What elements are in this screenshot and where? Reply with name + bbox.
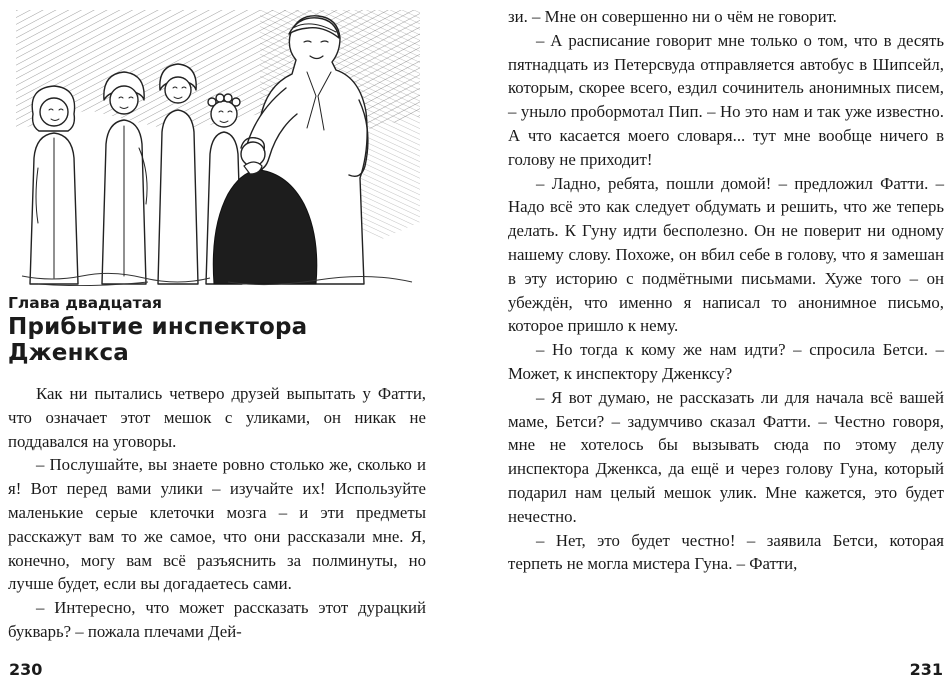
paragraph: – Интересно, что может рассказать этот дурацкий букварь? – пожала плечами Дей-	[8, 598, 426, 641]
paragraph: зи. – Мне он совершенно ни о чём не говорит.	[508, 7, 837, 26]
paragraph: – Послушайте, вы знаете ровно столько же, сколько и я! Вот перед вами улики – изучайте их! Используйте маленькие серые клеточки мозга – и эти предметы расскажут вам то же самое, что они рассказали мне. Я, конечно, могу вам всё разъяснить за полминуты, но лучше будет, если вы догадаетесь сами.	[8, 455, 426, 594]
paragraph: – Но тогда к кому же нам идти? – спросила Бетси. – Может, к инспектору Дженксу?	[508, 340, 944, 383]
page-number-right: 231	[909, 660, 943, 679]
chapter-illustration	[8, 8, 426, 286]
paragraph: – Я вот думаю, не рассказать ли для начала всё вашей маме, Бетси? – задумчиво сказал Фатти. – Честно говоря, мне не хотелось бы вызывать сюда по этому делу инспектора Дженкса, да ещё и через голову Гуна, который подарил нам целый мешок улик. Мне кажется, это будет нечестно.	[508, 387, 944, 526]
paragraph: – А расписание говорит мне только о том, что в десять пятнадцать из Петерсвуда отправляется автобус в Шипсейл, которым, скорее всего, ездил сочинитель анонимных писем, – уныло пробормотал Пип. – Но это нам и так уже известно. А что касается моего словаря... тут мне вообще ничего в голову не приходит!	[508, 30, 944, 169]
illustration-drawing	[8, 8, 426, 286]
chapter-label: Глава двадцатая	[8, 294, 163, 312]
page-number-left: 230	[9, 660, 43, 679]
paragraph: – Ладно, ребята, пошли домой! – предложил Фатти. – Надо всё это как следует обдумать и решить, что же теперь делать. К Гуну идти бесполезно. Он не поверит ни одному нашему слову. Похоже, он вбил себе в голову, что я замешан в эту историю с подмётными письмами. Хуже того – он убеждён, что именно я написал то анонимное письмо, которое пришло к нему.	[508, 173, 944, 336]
right-page	[476, 0, 952, 688]
chapter-title: Прибытие инспектора Дженкса	[8, 314, 308, 366]
paragraph: – Нет, это будет честно! – заявила Бетси, которая терпеть не могла мистера Гуна. – Фатти,	[508, 530, 944, 574]
paragraph: Как ни пытались четверо друзей выпытать у Фатти, что означает этот мешок с уликами, он никак не поддавался на уговоры.	[8, 384, 426, 451]
